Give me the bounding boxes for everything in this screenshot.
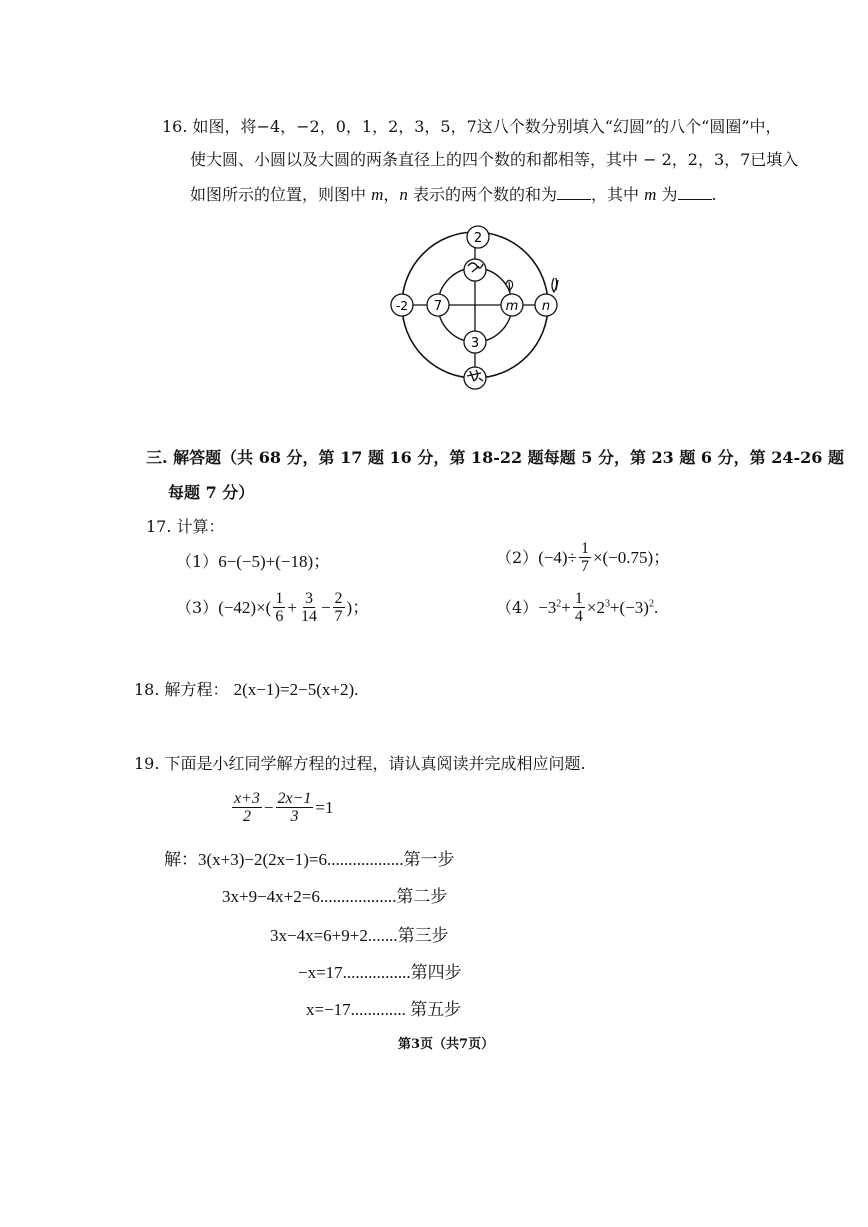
- q17-p4-pre: [538, 597, 561, 619]
- node-n-label: n: [541, 299, 551, 314]
- node-outer-right: [535, 294, 557, 316]
- section-3-heading: 三. 解答题（共 68 分，第 17 题 16 分，第 18-22 题每题 5 分，第 23 题 6 分，第 24-26 题: [146, 448, 844, 467]
- node-top-value: 2: [473, 231, 483, 246]
- fraction-1-7: [579, 540, 591, 575]
- fraction-den: 2: [242, 808, 251, 825]
- q19-step-3: 3x−4x=6+9+2.......第三步: [270, 926, 449, 945]
- fraction-num: 1: [574, 590, 583, 607]
- q16-text-where: ，其中: [591, 185, 640, 204]
- q17-part-1: [176, 551, 330, 573]
- fraction-num: 1: [580, 540, 589, 557]
- node-top: [467, 226, 489, 248]
- q16-line-2: 使大圆、小圆以及大圆的两条直径上的四个数的和都相等，其中 − 2，2，3，7已填入: [190, 150, 799, 169]
- equation-rhs: =1: [315, 797, 334, 817]
- q17-p4-mid: [587, 597, 658, 619]
- fraction-den: 7: [334, 608, 343, 625]
- fraction-den: 4: [574, 608, 583, 625]
- exponent: 2: [556, 597, 562, 609]
- q19-step-5: x=−17............. 第五步: [306, 1000, 462, 1019]
- exponent: 3: [604, 597, 610, 609]
- q17-p3-label: （3）: [176, 597, 219, 617]
- plus-sign: +: [287, 597, 297, 617]
- plus-sign: +: [561, 597, 571, 617]
- q16-line-1: 16. 如图，将−4，−2，0，1，2，3，5，7这八个数分别填入“幻圆”的八个“圆圈”中，: [162, 117, 782, 136]
- handwritten-mark-n: [552, 278, 558, 292]
- node-left-outer: [391, 294, 413, 316]
- var-m: m: [371, 185, 384, 204]
- q17-p1-expr: 6−(−5)+(−18)；: [218, 552, 331, 571]
- term: −3: [538, 597, 557, 617]
- q18-label: 18. 解方程：: [134, 680, 229, 699]
- q16-text: 如图所示的位置，则图中: [190, 185, 367, 204]
- node-inner-top: [464, 259, 486, 281]
- node-inner-bottom: [464, 331, 486, 353]
- section-3-heading-cont: 每题 7 分）: [168, 483, 255, 502]
- q19-step-2: 3x+9−4x+2=6..................第二步: [222, 887, 448, 906]
- q19-step-1: 解：3(x+3)−2(2x−1)=6..................第一步: [164, 850, 455, 869]
- q17-p3-pre: (−42)×(: [218, 597, 272, 617]
- q17-p3-post: )；: [346, 597, 370, 617]
- q16-text-is: 为: [661, 185, 678, 204]
- var-n: n: [399, 185, 408, 204]
- fraction-den: 14: [300, 608, 317, 625]
- q17-p4-label: （4）: [496, 597, 539, 617]
- q16-line-3: [190, 184, 717, 206]
- node-left-outer-value: -2: [396, 299, 408, 313]
- node-left-inner-value: 7: [433, 299, 443, 314]
- fraction-2x-minus-1-over-3: [276, 790, 314, 825]
- q17-p1-label: （1）: [176, 552, 219, 571]
- q16-period: .: [711, 185, 717, 204]
- node-inner-bottom-value: 3: [470, 336, 480, 351]
- fraction-num: x+3: [234, 790, 260, 807]
- page-footer: 第3页（共7页）: [398, 1037, 495, 1052]
- term: +(−3): [609, 597, 649, 617]
- q18: [134, 679, 358, 701]
- q17-title: 17. 计算：: [146, 517, 225, 536]
- answer-blank-sum[interactable]: [557, 185, 591, 200]
- fraction-2-7: [333, 590, 345, 625]
- fraction-1-6: [273, 590, 285, 625]
- q17-part-3: [176, 590, 369, 625]
- fraction-1-4: [573, 590, 585, 625]
- fraction-den: 3: [290, 808, 299, 825]
- q17-p2-label: （2）: [496, 547, 539, 567]
- magic-circle-diagram: [380, 220, 580, 400]
- var-m-2: m: [644, 185, 657, 204]
- q16-comma: ，: [383, 185, 400, 204]
- fraction-num: 2x−1: [277, 790, 312, 807]
- fraction-num: 2: [334, 590, 343, 607]
- q19-step-4: −x=17................第四步: [298, 963, 462, 982]
- period: .: [653, 597, 659, 617]
- q18-equation: 2(x−1)=2−5(x+2).: [233, 680, 359, 699]
- q17-p2-post: ×(−0.75)；: [592, 547, 671, 567]
- q19-intro: 19. 下面是小红同学解方程的过程，请认真阅读并完成相应问题.: [134, 754, 586, 773]
- q17-p2-pre: (−4)÷: [538, 547, 577, 567]
- fraction-3-14: [299, 590, 319, 625]
- node-left-inner: [427, 294, 449, 316]
- fraction-num: 1: [275, 590, 284, 607]
- q17-part-4: [496, 590, 658, 625]
- node-inner-right: [501, 294, 523, 316]
- answer-blank-m[interactable]: [678, 185, 712, 200]
- q16-text-sum: 表示的两个数的和为: [413, 185, 558, 204]
- minus-sign: −: [263, 797, 274, 817]
- term: ×2: [586, 597, 605, 617]
- fraction-num: 3: [304, 590, 313, 607]
- fraction-den: 6: [275, 608, 284, 625]
- q17-part-2: [496, 540, 670, 575]
- minus-sign: −: [320, 597, 331, 617]
- fraction-den: 7: [580, 558, 589, 575]
- exponent: 2: [648, 597, 654, 609]
- node-outer-bottom: [464, 367, 486, 389]
- q19-equation: [230, 790, 334, 825]
- node-m-label: m: [505, 299, 519, 314]
- fraction-x-plus-3-over-2: [232, 790, 262, 825]
